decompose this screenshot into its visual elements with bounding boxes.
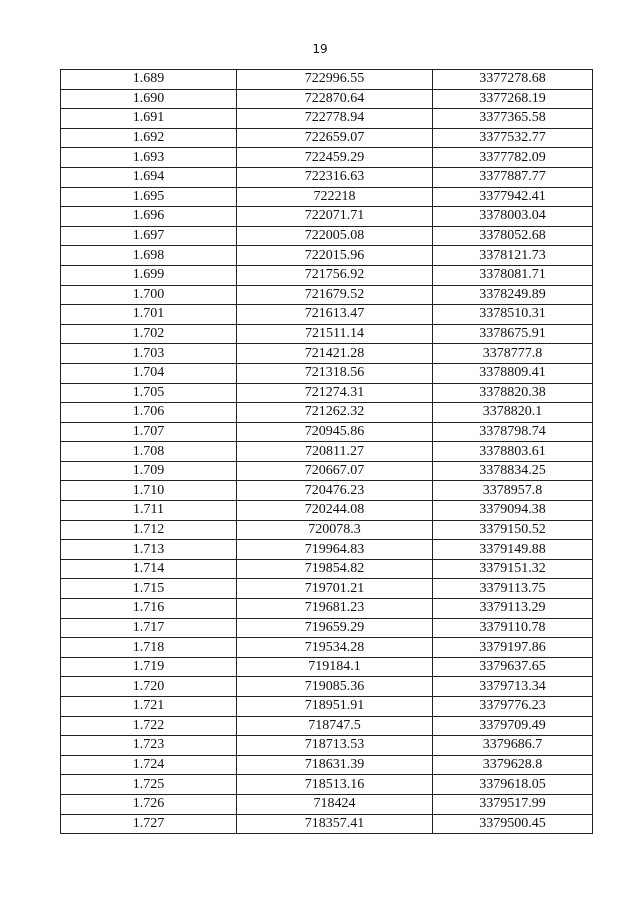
point-id-cell: 1.705 [61,383,237,403]
table-row [61,481,593,501]
table-row [61,657,593,677]
table-row [61,344,593,364]
x-coordinate-cell: 722996.55 [237,70,433,90]
point-id-cell: 1.727 [61,814,237,834]
page-number: 19 [312,42,328,56]
table-row [61,716,593,736]
point-id-cell: 1.722 [61,716,237,736]
table-row [61,422,593,442]
point-id-cell: 1.690 [61,89,237,109]
x-coordinate-cell: 719184.1 [237,657,433,677]
y-coordinate-cell: 3378003.04 [433,207,593,227]
y-coordinate-cell: 3378777.8 [433,344,593,364]
point-id-cell: 1.708 [61,442,237,462]
x-coordinate-cell: 720244.08 [237,501,433,521]
x-coordinate-cell: 720078.3 [237,520,433,540]
x-coordinate-cell: 719681.23 [237,599,433,619]
x-coordinate-cell: 720945.86 [237,422,433,442]
point-id-cell: 1.694 [61,167,237,187]
x-coordinate-cell: 719085.36 [237,677,433,697]
point-id-cell: 1.697 [61,226,237,246]
y-coordinate-cell: 3379713.34 [433,677,593,697]
x-coordinate-cell: 719534.28 [237,638,433,658]
point-id-cell: 1.724 [61,755,237,775]
point-id-cell: 1.707 [61,422,237,442]
table-row [61,383,593,403]
x-coordinate-cell: 722659.07 [237,128,433,148]
point-id-cell: 1.706 [61,403,237,423]
x-coordinate-cell: 718631.39 [237,755,433,775]
y-coordinate-cell: 3378809.41 [433,363,593,383]
y-coordinate-cell: 3379709.49 [433,716,593,736]
y-coordinate-cell: 3378957.8 [433,481,593,501]
x-coordinate-cell: 722218 [237,187,433,207]
y-coordinate-cell: 3379628.8 [433,755,593,775]
x-coordinate-cell: 721262.32 [237,403,433,423]
x-coordinate-cell: 721511.14 [237,324,433,344]
table-row [61,246,593,266]
table-row [61,736,593,756]
coordinates-table [60,69,593,834]
point-id-cell: 1.720 [61,677,237,697]
x-coordinate-cell: 719701.21 [237,579,433,599]
y-coordinate-cell: 3379113.75 [433,579,593,599]
point-id-cell: 1.695 [61,187,237,207]
x-coordinate-cell: 720811.27 [237,442,433,462]
point-id-cell: 1.715 [61,579,237,599]
point-id-cell: 1.702 [61,324,237,344]
table-row [61,89,593,109]
x-coordinate-cell: 719659.29 [237,618,433,638]
table-row [61,775,593,795]
table-row [61,403,593,423]
table-row [61,128,593,148]
x-coordinate-cell: 722071.71 [237,207,433,227]
x-coordinate-cell: 718357.41 [237,814,433,834]
y-coordinate-cell: 3377942.41 [433,187,593,207]
x-coordinate-cell: 719854.82 [237,559,433,579]
x-coordinate-cell: 721274.31 [237,383,433,403]
table-row [61,794,593,814]
table-row [61,520,593,540]
y-coordinate-cell: 3378510.31 [433,305,593,325]
point-id-cell: 1.713 [61,540,237,560]
y-coordinate-cell: 3379150.52 [433,520,593,540]
point-id-cell: 1.691 [61,109,237,129]
point-id-cell: 1.712 [61,520,237,540]
point-id-cell: 1.726 [61,794,237,814]
table-row [61,442,593,462]
x-coordinate-cell: 721613.47 [237,305,433,325]
x-coordinate-cell: 718713.53 [237,736,433,756]
table-row [61,363,593,383]
y-coordinate-cell: 3379500.45 [433,814,593,834]
y-coordinate-cell: 3378081.71 [433,265,593,285]
y-coordinate-cell: 3377278.68 [433,70,593,90]
table-row [61,599,593,619]
y-coordinate-cell: 3379686.7 [433,736,593,756]
y-coordinate-cell: 3379637.65 [433,657,593,677]
point-id-cell: 1.700 [61,285,237,305]
point-id-cell: 1.721 [61,697,237,717]
y-coordinate-cell: 3377532.77 [433,128,593,148]
y-coordinate-cell: 3379151.32 [433,559,593,579]
table-row [61,305,593,325]
table-row [61,814,593,834]
y-coordinate-cell: 3377887.77 [433,167,593,187]
y-coordinate-cell: 3377268.19 [433,89,593,109]
x-coordinate-cell: 722870.64 [237,89,433,109]
table-row [61,697,593,717]
y-coordinate-cell: 3379197.86 [433,638,593,658]
x-coordinate-cell: 722015.96 [237,246,433,266]
x-coordinate-cell: 718424 [237,794,433,814]
x-coordinate-cell: 722316.63 [237,167,433,187]
x-coordinate-cell: 721756.92 [237,265,433,285]
point-id-cell: 1.723 [61,736,237,756]
x-coordinate-cell: 721679.52 [237,285,433,305]
point-id-cell: 1.692 [61,128,237,148]
table-row [61,167,593,187]
y-coordinate-cell: 3378820.38 [433,383,593,403]
y-coordinate-cell: 3379776.23 [433,697,593,717]
x-coordinate-cell: 721318.56 [237,363,433,383]
point-id-cell: 1.711 [61,501,237,521]
point-id-cell: 1.699 [61,265,237,285]
y-coordinate-cell: 3377365.58 [433,109,593,129]
point-id-cell: 1.696 [61,207,237,227]
table-row [61,638,593,658]
table-row [61,109,593,129]
y-coordinate-cell: 3378121.73 [433,246,593,266]
table-row [61,677,593,697]
point-id-cell: 1.693 [61,148,237,168]
y-coordinate-cell: 3378052.68 [433,226,593,246]
y-coordinate-cell: 3379094.38 [433,501,593,521]
table-row [61,461,593,481]
point-id-cell: 1.716 [61,599,237,619]
x-coordinate-cell: 722778.94 [237,109,433,129]
table-row [61,324,593,344]
y-coordinate-cell: 3378675.91 [433,324,593,344]
point-id-cell: 1.719 [61,657,237,677]
x-coordinate-cell: 718513.16 [237,775,433,795]
point-id-cell: 1.704 [61,363,237,383]
y-coordinate-cell: 3378820.1 [433,403,593,423]
y-coordinate-cell: 3379113.29 [433,599,593,619]
table-row [61,501,593,521]
x-coordinate-cell: 722005.08 [237,226,433,246]
x-coordinate-cell: 721421.28 [237,344,433,364]
point-id-cell: 1.689 [61,70,237,90]
point-id-cell: 1.698 [61,246,237,266]
y-coordinate-cell: 3378834.25 [433,461,593,481]
point-id-cell: 1.710 [61,481,237,501]
y-coordinate-cell: 3378249.89 [433,285,593,305]
point-id-cell: 1.709 [61,461,237,481]
table-row [61,226,593,246]
point-id-cell: 1.703 [61,344,237,364]
table-row [61,207,593,227]
table-row [61,540,593,560]
table-row [61,285,593,305]
table-row [61,265,593,285]
y-coordinate-cell: 3377782.09 [433,148,593,168]
x-coordinate-cell: 722459.29 [237,148,433,168]
point-id-cell: 1.717 [61,618,237,638]
y-coordinate-cell: 3378803.61 [433,442,593,462]
x-coordinate-cell: 720476.23 [237,481,433,501]
table-row [61,618,593,638]
table-row [61,579,593,599]
x-coordinate-cell: 718747.5 [237,716,433,736]
point-id-cell: 1.718 [61,638,237,658]
table-row [61,755,593,775]
coordinates-table-body [61,70,593,834]
x-coordinate-cell: 719964.83 [237,540,433,560]
x-coordinate-cell: 720667.07 [237,461,433,481]
table-row [61,559,593,579]
y-coordinate-cell: 3379149.88 [433,540,593,560]
x-coordinate-cell: 718951.91 [237,697,433,717]
y-coordinate-cell: 3379517.99 [433,794,593,814]
point-id-cell: 1.725 [61,775,237,795]
table-row [61,70,593,90]
table-row [61,187,593,207]
y-coordinate-cell: 3379110.78 [433,618,593,638]
point-id-cell: 1.701 [61,305,237,325]
table-row [61,148,593,168]
y-coordinate-cell: 3378798.74 [433,422,593,442]
y-coordinate-cell: 3379618.05 [433,775,593,795]
point-id-cell: 1.714 [61,559,237,579]
